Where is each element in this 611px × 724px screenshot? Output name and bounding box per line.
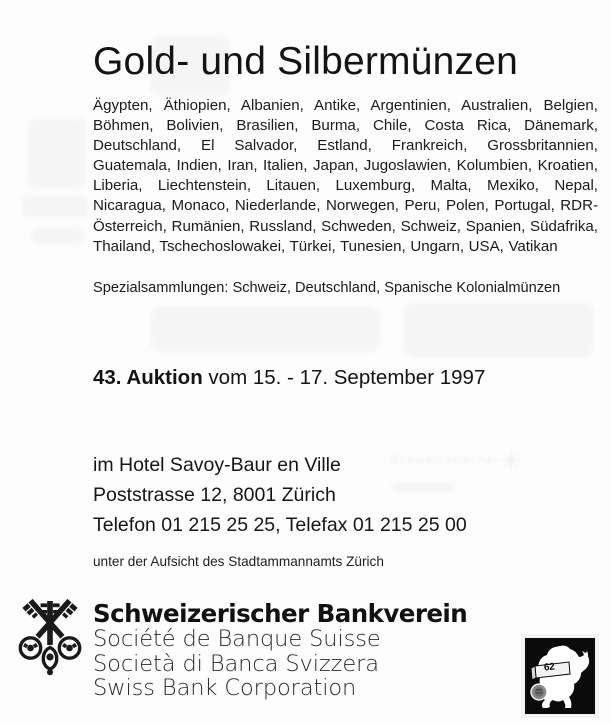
special-collections-note: Spezialsammlungen: Schweiz, Deutschland, Spanische Kolonialmünzen <box>93 280 561 296</box>
scan-bleedthrough-artifact <box>404 302 594 358</box>
page-title: Gold- und Silbermünzen <box>93 40 518 84</box>
scan-bleedthrough-artifact: ✳ <box>500 446 522 476</box>
auction-date-label: vom 15. - 17. September 1997 <box>202 366 486 389</box>
auction-number-label: 43. Auktion <box>93 366 203 389</box>
scan-bleedthrough-artifact <box>32 228 84 244</box>
auction-heading <box>93 366 485 390</box>
scan-bleedthrough-artifact: Schweizerischer <box>390 452 500 467</box>
three-keys-logo-icon <box>14 589 86 677</box>
venue-hotel-line: im Hotel Savoy-Baur en Ville <box>93 454 341 476</box>
scan-bleedthrough-artifact <box>150 306 380 352</box>
bank-name-english: Swiss Bank Corporation <box>93 675 357 701</box>
venue-block <box>93 450 467 540</box>
country-list: Ägypten, Äthiopien, Albanien, Antike, Argentinien, Australien, Belgien, Böhmen, Bolivien, Brasilien, Burma, Chile, Costa Rica, Dänemark, Deutschland, El Salvador, Estland, Frankreich, Grossbritannien, Guatemala, Indien, Iran, Italien, Japan, Jugoslawien, Kolumbien, Kroatien, Liberia, Liechtenstein, Litauen, Luxemburg, Malta, Mexiko, Nepal, Nicaragua, Monaco, Niederlande, Norwegen, Peru, Polen, Portugal, RDR-Österreich, Rumänien, Russland, Schweden, Schweiz, Spanien, Südafrika, Thailand, Tschechoslowakei, Türkei, Tunesien, Ungarn, USA, Vatikan <box>93 97 598 255</box>
bank-logotype <box>93 601 467 701</box>
venue-contact-line: Telefon 01 215 25 25, Telefax 01 215 25 00 <box>93 514 467 536</box>
bank-name-italian: Società di Banca Svizzera <box>93 650 379 677</box>
lion-coat-of-arms <box>521 634 599 718</box>
venue-address-line: Poststrasse 12, 8001 Zürich <box>93 484 336 506</box>
supervision-note: unter der Aufsicht des Stadtammannamts Zürich <box>93 554 384 569</box>
scan-bleedthrough-artifact <box>28 118 86 188</box>
bank-name-german: Schweizerischer Bankverein <box>93 599 468 628</box>
scan-bleedthrough-artifact <box>22 196 88 218</box>
bank-name-french: Société de Banque Suisse <box>93 626 381 652</box>
arms-banner-number: 62 <box>543 661 556 674</box>
